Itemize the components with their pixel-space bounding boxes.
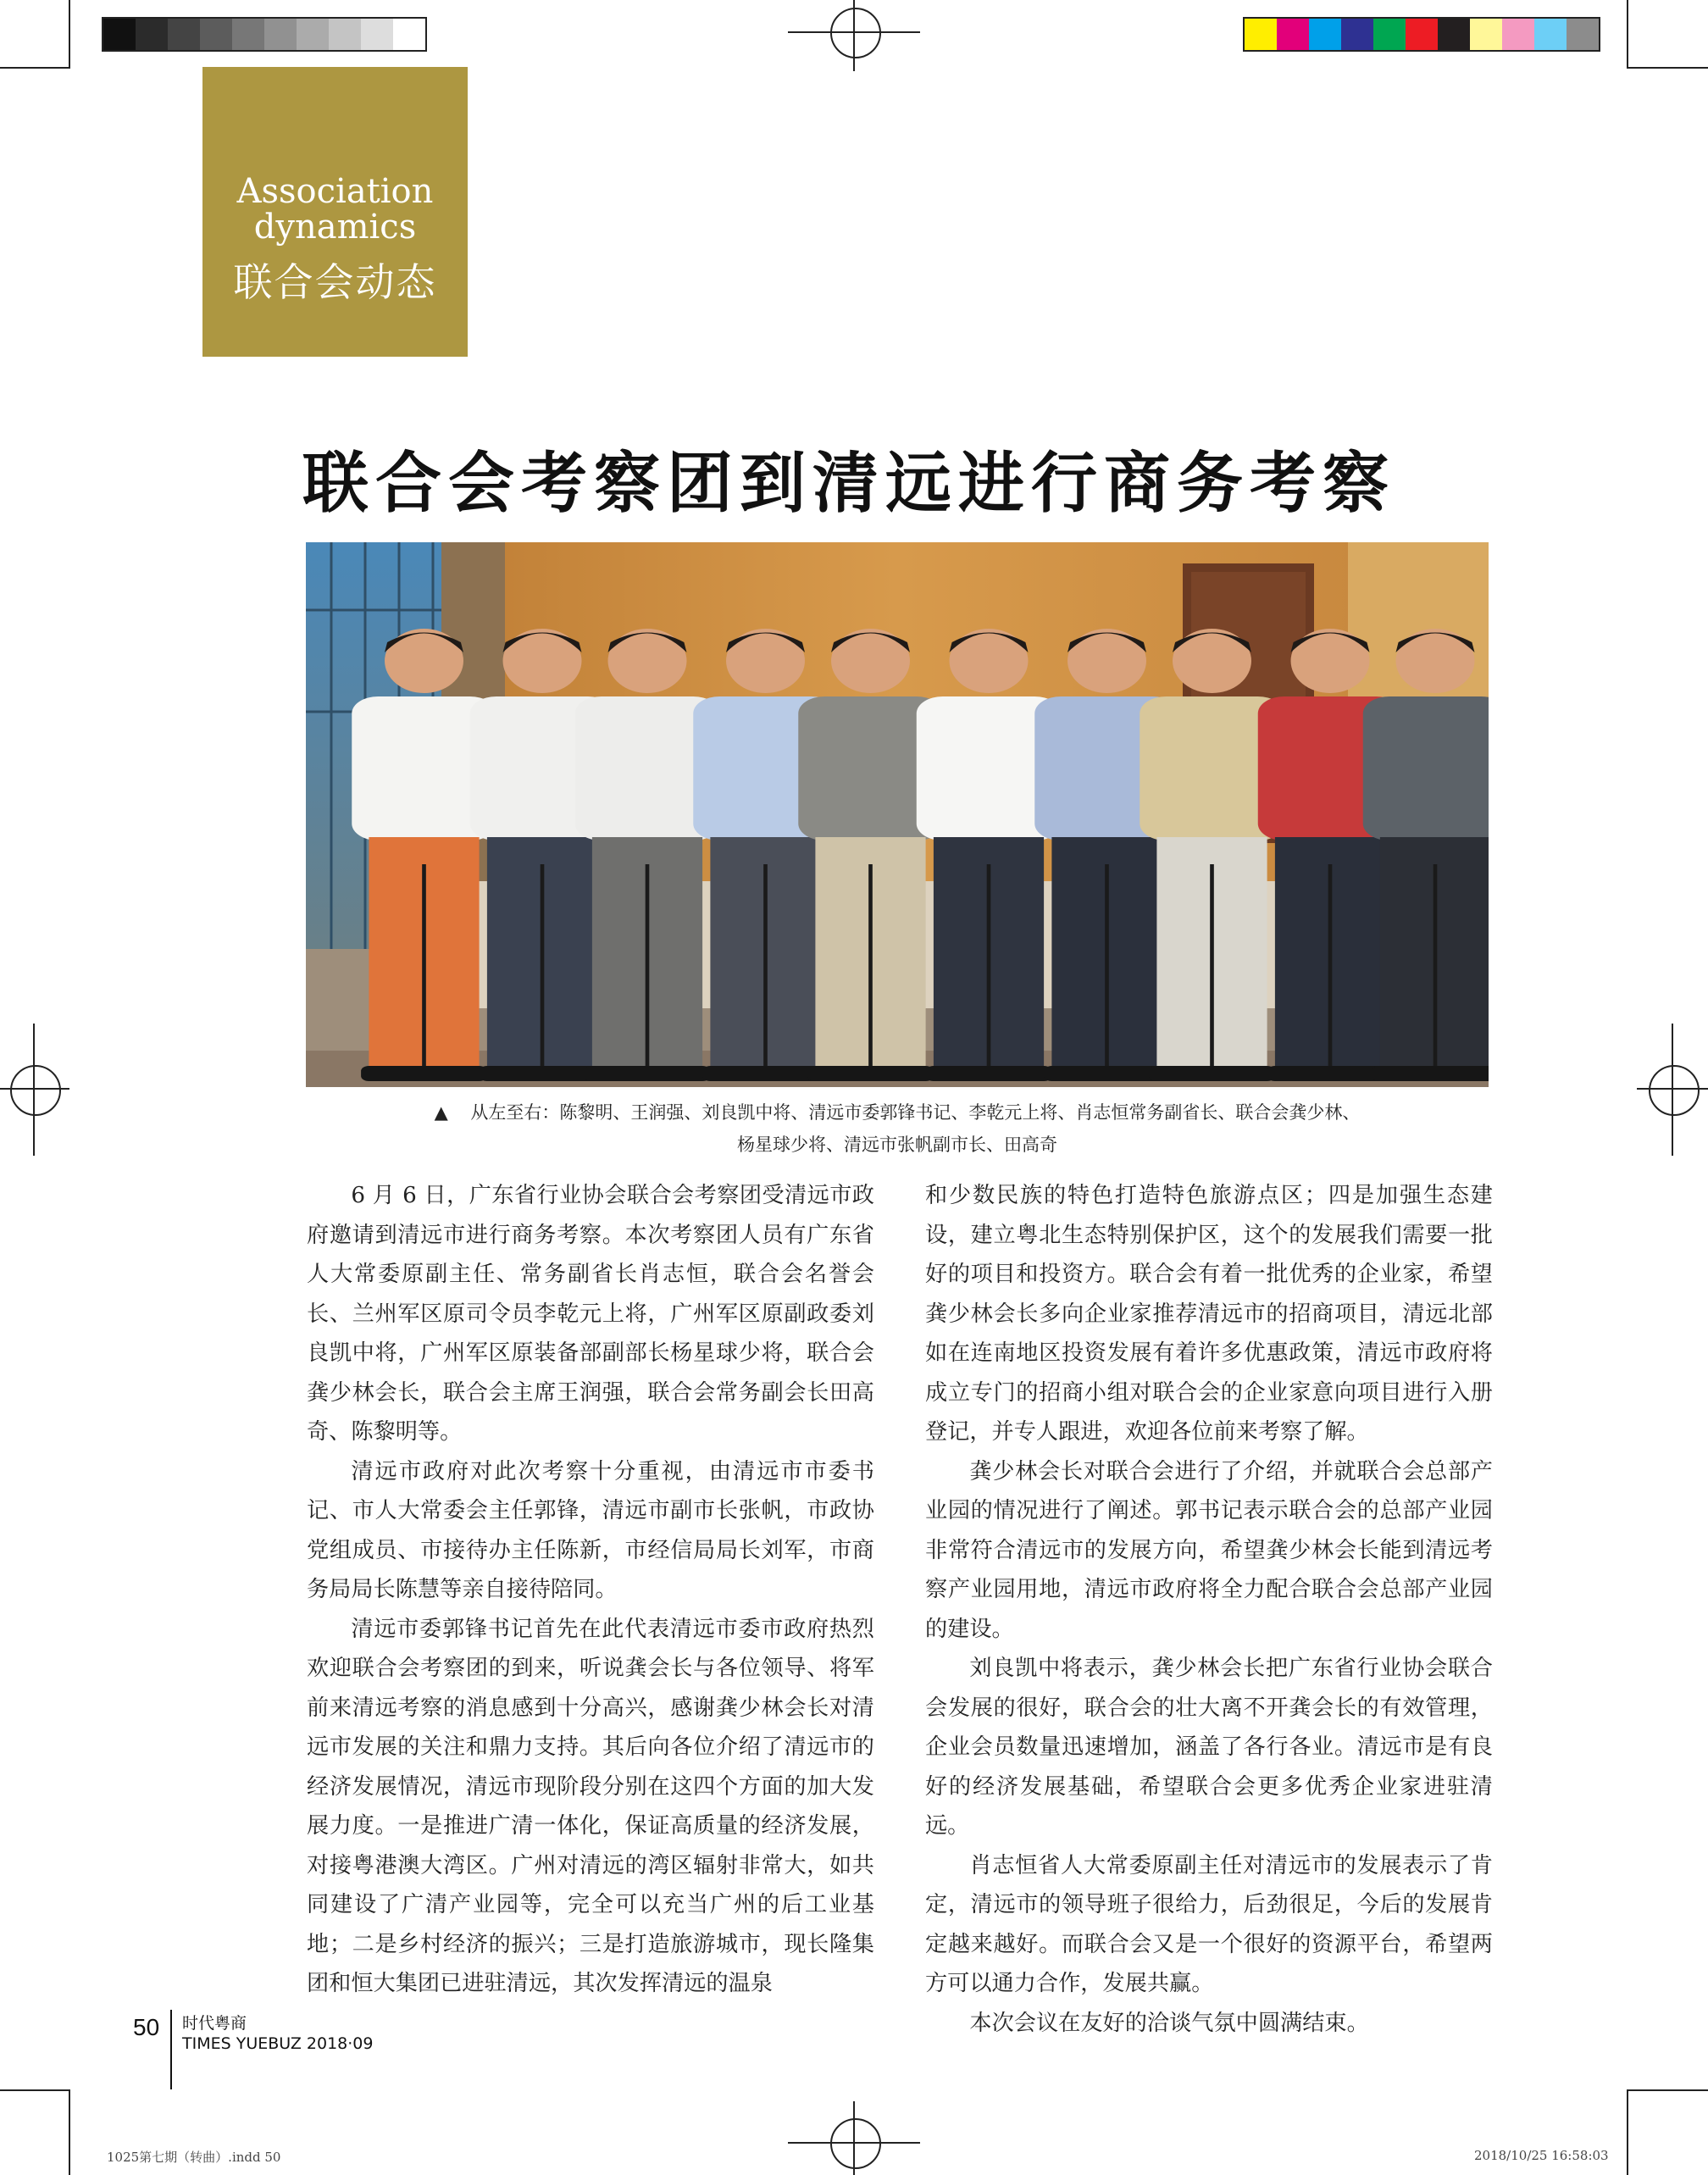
article-column-right: [925, 1176, 1493, 2043]
gray-swatch: [103, 19, 136, 50]
registration-mark-bottom: [853, 2101, 855, 2175]
article-paragraph: 6 月 6 日，广东省行业协会联合会考察团受清远市政府邀请到清远市进行商务考察。本次考察团人员有广东省人大常委原副主任、常务副省长肖志恒，联合会名誉会长、兰州军区原司令员李乾元上将，广州军区原副政委刘良凯中将，广州军区原装备部副部长杨星球少将，联合会龚少林会长，联合会主席王润强，联合会常务副会长田高奇、陈黎明等。: [307, 1183, 874, 1445]
gray-swatch: [200, 19, 232, 50]
color-swatch: [1245, 19, 1277, 50]
gray-swatch: [168, 19, 200, 50]
crop-mark: [69, 2089, 70, 2175]
magazine-name: [182, 2013, 373, 2054]
crop-mark: [0, 67, 70, 69]
color-calibration-bar: [1243, 17, 1600, 52]
gray-swatch: [297, 19, 329, 50]
crop-mark: [69, 0, 70, 69]
registration-mark-right: [1672, 1024, 1673, 1156]
article-column-left: [307, 1176, 874, 2004]
article-paragraph: 龚少林会长对联合会进行了介绍，并就联合会总部产业园的情况进行了阐述。郭书记表示联合会的总部产业园非常符合清远市的发展方向，希望龚少林会长能到清远考察产业园用地，清远市政府将全力配合联合会总部产业园的建设。: [925, 1458, 1493, 1642]
article-paragraph: 清远市政府对此次考察十分重视，由清远市市委书记、市人大常委会主任郭锋，清远市副市长张帆，市政协党组成员、市接待办主任陈新，市经信局局长刘军，市商务局局长陈慧等亲自接待陪同。: [307, 1458, 874, 1602]
registration-mark-left: [0, 1088, 69, 1090]
crop-mark: [1627, 2089, 1628, 2175]
footer-divider: [170, 2010, 172, 2089]
print-slug-date: 2018/10/25 16:58:03: [1474, 2148, 1609, 2163]
gray-swatch: [264, 19, 297, 50]
color-swatch: [1341, 19, 1373, 50]
color-swatch: [1470, 19, 1502, 50]
color-swatch: [1438, 19, 1470, 50]
color-swatch: [1534, 19, 1567, 50]
color-swatch: [1277, 19, 1309, 50]
section-label-zh: 联合会动态: [233, 259, 437, 305]
article-paragraph: 清远市委郭锋书记首先在此代表清远市委市政府热烈欢迎联合会考察团的到来，听说龚会长与各位领导、将军前来清远考察的消息感到十分高兴，感谢龚少林会长对清远市发展的关注和鼎力支持。其后向各位介绍了清远市的经济发展情况，清远市现阶段分别在这四个方面的加大发展力度。一是推进广清一体化，保证高质量的经济发展，对接粤港澳大湾区。广州对清远的湾区辐射非常大，如共同建设了广清产业园等，完全可以充当广州的后工业基地；二是乡村经济的振兴；三是打造旅游城市，现长隆集团和恒大集团已进驻清远，其次发挥清远的温泉: [307, 1616, 874, 1996]
color-swatch: [1406, 19, 1438, 50]
crop-mark: [0, 2089, 70, 2091]
page-number: 50: [133, 2014, 160, 2040]
registration-mark-top: [830, 8, 881, 58]
crop-mark: [1628, 67, 1708, 69]
gray-swatch: [329, 19, 361, 50]
gray-swatch: [393, 19, 425, 50]
registration-mark-top: [853, 0, 855, 71]
crop-mark: [1628, 2089, 1708, 2091]
article-title: 联合会考察团到清远进行商务考察: [302, 446, 1396, 522]
gray-swatch: [136, 19, 168, 50]
registration-mark-bottom: [830, 2118, 881, 2169]
article-paragraph: 刘良凯中将表示，龚少林会长把广东省行业协会联合会发展的很好，联合会的壮大离不开龚会长的有效管理，企业会员数量迅速增加，涵盖了各行各业。清远市是有良好的经济发展基础，希望联合会更多优秀企业家进驻清远。: [925, 1656, 1493, 1839]
article-paragraph: 肖志恒省人大常委原副主任对清远市的发展表示了肯定，清远市的领导班子很给力，后劲很足，今后的发展肯定越来越好。而联合会又是一个很好的资源平台，希望两方可以通力合作，发展共赢。: [925, 1852, 1493, 1996]
caption-marker: ▲: [434, 1102, 448, 1123]
print-slug-file: 1025第七期（转曲）.indd 50: [107, 2150, 281, 2165]
color-swatch: [1567, 19, 1599, 50]
color-swatch: [1309, 19, 1341, 50]
magazine-issue: TIMES YUEBUZ 2018·09: [182, 2034, 374, 2053]
gray-calibration-bar: [102, 17, 427, 52]
registration-mark-right: [1649, 1065, 1700, 1116]
photo-caption: [306, 1096, 1489, 1161]
gray-swatch: [232, 19, 264, 50]
magazine-name-zh: 时代粤商: [182, 2014, 247, 2033]
registration-mark-left: [33, 1024, 35, 1156]
color-swatch: [1373, 19, 1406, 50]
caption-line2: 杨星球少将、清远市张帆副市长、田高奇: [737, 1135, 1057, 1155]
crop-mark: [1627, 0, 1628, 69]
article-paragraph: 和少数民族的特色打造特色旅游点区；四是加强生态建设，建立粤北生态特别保护区，这个的发展我们需要一批好的项目和投资方。联合会有着一批优秀的企业家，希望龚少林会长多向企业家推荐清远市的招商项目，清远北部如在连南地区投资发展有着许多优惠政策，清远市政府将成立专门的招商小组对联合会的企业家意向项目进行入册登记，并专人跟进，欢迎各位前来考察了解。: [925, 1183, 1493, 1445]
gray-swatch: [361, 19, 393, 50]
group-photo: [306, 542, 1489, 1087]
section-label-box: [202, 67, 468, 357]
caption-line1: 从左至右：陈黎明、王润强、刘良凯中将、清远市委郭锋书记、李乾元上将、肖志恒常务副省长、联合会龚少林、: [470, 1102, 1361, 1123]
section-label-en: Association: [236, 172, 434, 211]
article-paragraph: 本次会议在友好的洽谈气氛中圆满结束。: [969, 2010, 1369, 2036]
section-label-en: dynamics: [253, 208, 417, 247]
color-swatch: [1502, 19, 1534, 50]
registration-mark-left: [10, 1065, 61, 1116]
